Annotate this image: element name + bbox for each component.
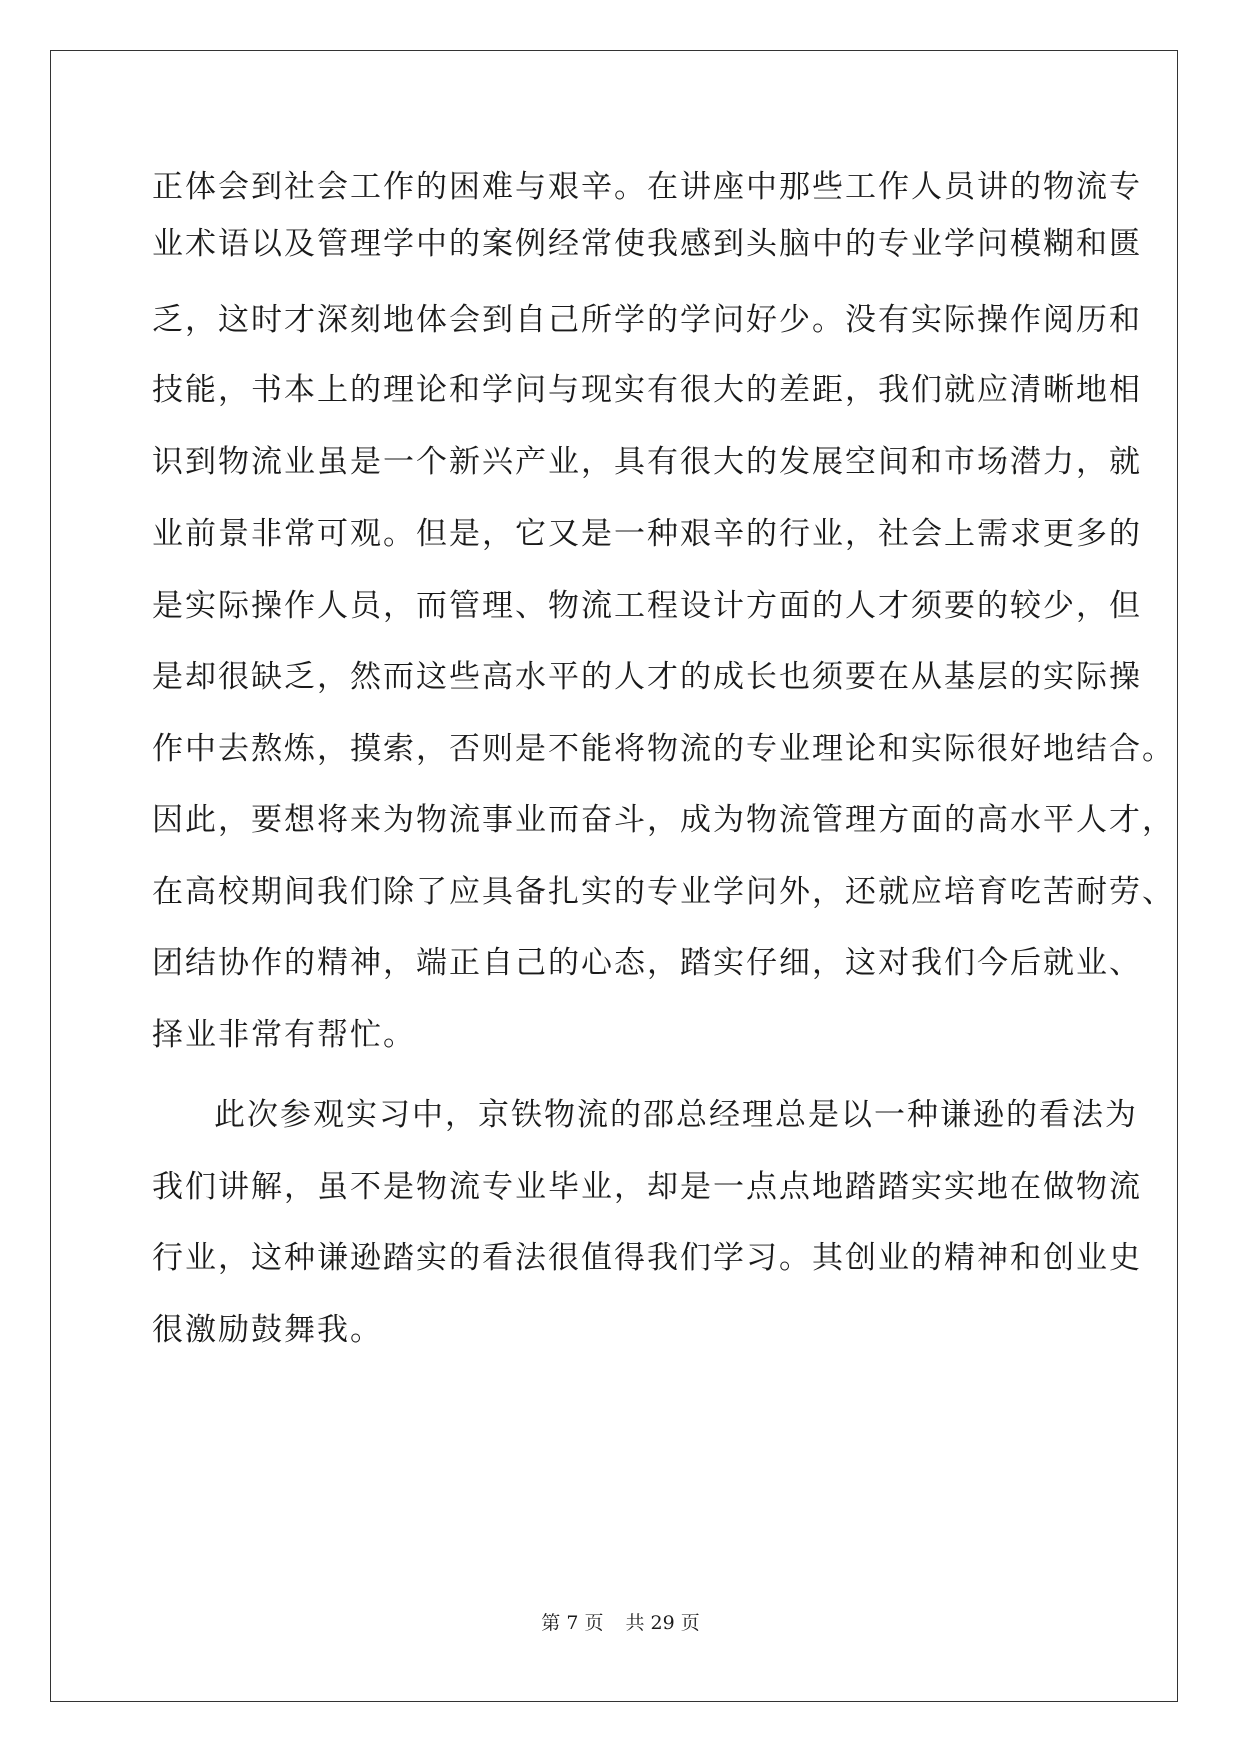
text-line: 是实际操作人员，而管理、物流工程设计方面的人才须要的较少，但 xyxy=(152,588,1142,624)
text-line: 我们讲解，虽不是物流专业毕业，却是一点点地踏踏实实地在做物流 xyxy=(152,1169,1142,1205)
text-line: 乏，这时才深刻地体会到自己所学的学问好少。没有实际操作阅历和 xyxy=(152,302,1142,338)
text-line: 很激励鼓舞我。 xyxy=(152,1312,383,1348)
text-line: 正体会到社会工作的困难与艰辛。在讲座中那些工作人员讲的物流专 xyxy=(152,169,1142,205)
text-line: 团结协作的精神，端正自己的心态，踏实仔细，这对我们今后就业、 xyxy=(152,945,1142,981)
text-line: 业前景非常可观。但是，它又是一种艰辛的行业，社会上需求更多的 xyxy=(152,516,1142,552)
text-line: 行业，这种谦逊踏实的看法很值得我们学习。其创业的精神和创业史 xyxy=(152,1240,1142,1276)
text-line: 在高校期间我们除了应具备扎实的专业学问外，还就应培育吃苦耐劳、 xyxy=(152,874,1175,910)
page-footer xyxy=(0,1608,1241,1635)
text-line: 技能，书本上的理论和学问与现实有很大的差距，我们就应清晰地相 xyxy=(152,372,1142,408)
page-number: 第 7 页 xyxy=(541,1612,604,1634)
page-total: 共 29 页 xyxy=(625,1612,700,1634)
text-line: 识到物流业虽是一个新兴产业，具有很大的发展空间和市场潜力，就 xyxy=(152,444,1142,480)
text-line: 因此，要想将来为物流事业而奋斗，成为物流管理方面的高水平人才， xyxy=(152,802,1175,838)
text-line: 此次参观实习中，京铁物流的邵总经理总是以一种谦逊的看法为 xyxy=(214,1097,1138,1133)
text-line: 业术语以及管理学中的案例经常使我感到头脑中的专业学问模糊和匮 xyxy=(152,226,1142,262)
text-line: 是却很缺乏，然而这些高水平的人才的成长也须要在从基层的实际操 xyxy=(152,659,1142,695)
text-line: 择业非常有帮忙。 xyxy=(152,1017,416,1053)
text-line: 作中去熬炼，摸索，否则是不能将物流的专业理论和实际很好地结合。 xyxy=(152,731,1175,767)
